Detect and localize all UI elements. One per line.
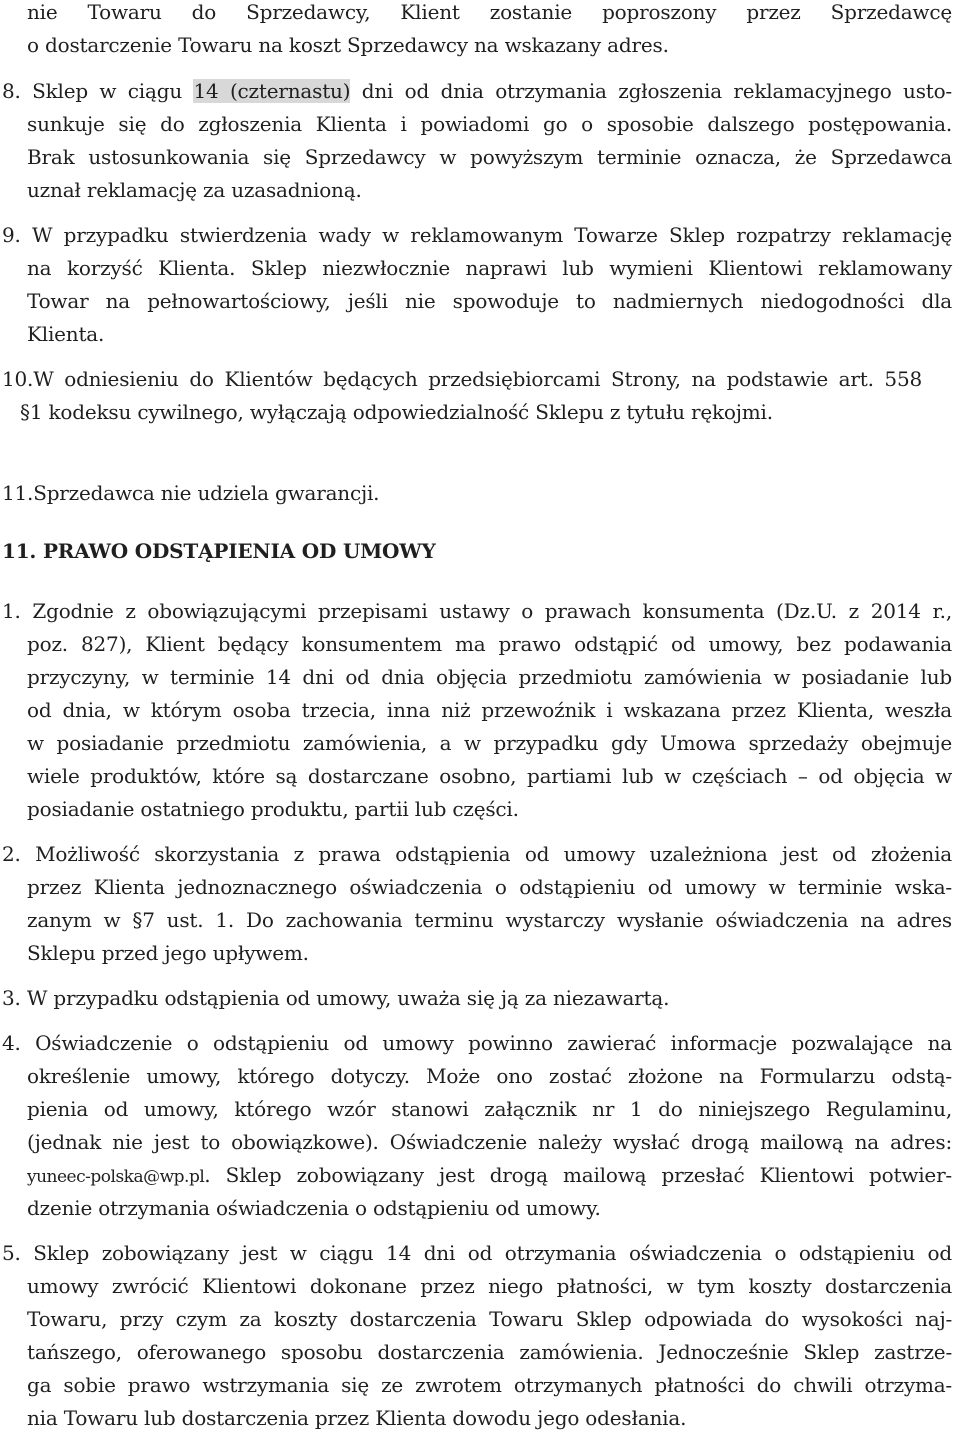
paragraph-line: Brak ustosunkowania się Sprzedawcy w powyższym terminie oznacza, że Sprzedawca: [27, 145, 952, 169]
section-heading: 11. PRAWO ODSTĄPIENIA OD UMOWY: [2, 539, 436, 563]
paragraph-line: w posiadanie przedmiotu zamówienia, a w przypadku gdy Umowa sprzedaży obejmuje: [27, 731, 952, 755]
paragraph-line: wiele produktów, które są dostarczane osobno, partiami lub w częściach – od objęcia w: [27, 764, 952, 788]
paragraph-line: zanym w §7 ust. 1. Do zachowania terminu wystarczy wysłanie oświadczenia na adres: [27, 908, 952, 932]
email-address: yuneec-polska@wp.pl: [27, 1167, 205, 1187]
paragraph-line: poz. 827), Klient będący konsumentem ma prawo odstąpić od umowy, bez podawania: [27, 632, 952, 656]
paragraph-line: yuneec-polska@wp.pl. Sklep zobowiązany jest drogą mailową przesłać Klientowi potwier-: [27, 1163, 952, 1187]
paragraph-line: sunkuje się do zgłoszenia Klienta i powiadomi go o sposobie dalszego postępowania.: [27, 112, 952, 136]
list-item-1: 1. Zgodnie z obowiązującymi przepisami ustawy o prawach konsumenta (Dz.U. z 2014 r.,: [2, 599, 952, 623]
paragraph-line: posiadanie ostatniego produktu, partii lub części.: [27, 797, 519, 821]
highlighted-text: 14 (czternastu): [193, 79, 351, 103]
list-item-8: 8. Sklep w ciągu 14 (czternastu) dni od dnia otrzymania zgłoszenia reklamacyjnego usto-: [2, 79, 952, 103]
paragraph-line: na korzyść Klienta. Sklep niezwłocznie naprawi lub wymieni Klientowi reklamowany: [27, 256, 952, 280]
paragraph-line: o dostarczenie Towaru na koszt Sprzedawcy na wskazany adres.: [27, 33, 669, 57]
list-item-10: 10.W odniesieniu do Klientów będących przedsiębiorcami Strony, na podstawie art. 558: [2, 367, 922, 391]
paragraph-line: pienia od umowy, którego wzór stanowi załącznik nr 1 do niniejszego Regulaminu,: [27, 1097, 952, 1121]
paragraph-line: dzenie otrzymania oświadczenia o odstąpieniu od umowy.: [27, 1196, 601, 1220]
paragraph-line: Towar na pełnowartościowy, jeśli nie spowoduje to nadmiernych niedogodności dla: [27, 289, 952, 313]
list-item-9: 9. W przypadku stwierdzenia wady w reklamowanym Towarze Sklep rozpatrzy reklamację: [2, 223, 952, 247]
paragraph-line: Sklepu przed jego upływem.: [27, 941, 309, 965]
paragraph-line: (jednak nie jest to obowiązkowe). Oświadczenie należy wysłać drogą mailową na adres:: [27, 1130, 952, 1154]
paragraph-line: tańszego, oferowanego sposobu dostarczenia zamówienia. Jednocześnie Sklep zastrze-: [27, 1340, 952, 1364]
paragraph-line: §1 kodeksu cywilnego, wyłączają odpowiedzialność Sklepu z tytułu rękojmi.: [20, 400, 773, 424]
paragraph-line: uznał reklamację za uzasadnioną.: [27, 178, 362, 202]
paragraph-line: nie Towaru do Sprzedawcy, Klient zostanie poproszony przez Sprzedawcę: [27, 0, 952, 24]
section-sign: §: [20, 400, 30, 424]
paragraph-line: przyczyny, w terminie 14 dni od dnia objęcia przedmiotu zamówienia w posiadanie lub: [27, 665, 952, 689]
paragraph-line: od dnia, w którym osoba trzecia, inna niż przewoźnik i wskazana przez Klienta, weszła: [27, 698, 952, 722]
paragraph-line: przez Klienta jednoznacznego oświadczenia o odstąpieniu od umowy w terminie wska-: [27, 875, 952, 899]
list-item-3: 3. W przypadku odstąpienia od umowy, uważa się ją za niezawartą.: [2, 986, 670, 1010]
list-item-5: 5. Sklep zobowiązany jest w ciągu 14 dni od otrzymania oświadczenia o odstąpieniu od: [2, 1241, 952, 1265]
list-item-11: 11.Sprzedawca nie udziela gwarancji.: [2, 481, 380, 505]
list-item-4: 4. Oświadczenie o odstąpieniu od umowy powinno zawierać informacje pozwalające na: [2, 1031, 952, 1055]
paragraph-line: określenie umowy, którego dotyczy. Może ono zostać złożone na Formularzu odstą-: [27, 1064, 952, 1088]
section-sign: §: [132, 908, 143, 932]
paragraph-line: Klienta.: [27, 322, 105, 346]
paragraph-line: ga sobie prawo wstrzymania się ze zwrotem otrzymanych płatności do chwili otrzyma-: [27, 1373, 952, 1397]
paragraph-line: Towaru, przy czym za koszty dostarczenia Towaru Sklep odpowiada do wysokości naj-: [27, 1307, 952, 1331]
paragraph-line: umowy zwrócić Klientowi dokonane przez niego płatności, w tym koszty dostarczenia: [27, 1274, 952, 1298]
list-item-2: 2. Możliwość skorzystania z prawa odstąpienia od umowy uzależniona jest od złożenia: [2, 842, 952, 866]
paragraph-line: nia Towaru lub dostarczenia przez Klienta dowodu jego odesłania.: [27, 1406, 687, 1430]
